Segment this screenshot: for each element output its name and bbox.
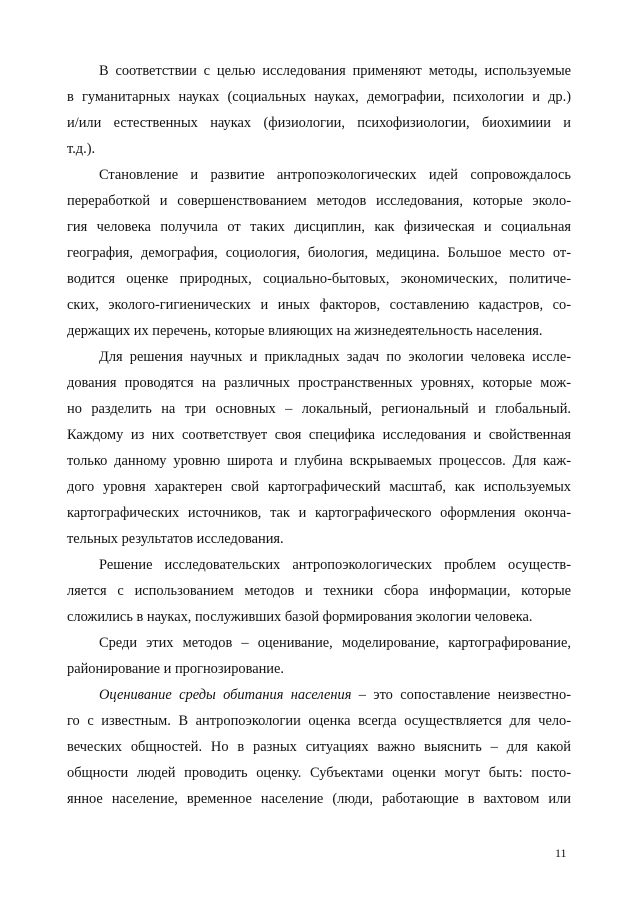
line-text: ских, эколого-гигиенических и иных факторов, составлению кадастров, со- bbox=[67, 297, 571, 313]
line-text: переработкой и совершенствованием методов исследования, которые эколо- bbox=[67, 193, 571, 209]
line-text: гия человека получила от таких дисциплин, как физическая и социальная bbox=[67, 219, 571, 235]
line-text: районирование и прогнозирование. bbox=[67, 661, 284, 677]
text-line bbox=[67, 734, 571, 760]
text-line bbox=[67, 604, 571, 630]
line-text: дования проводятся на различных пространственных уровнях, которые мож- bbox=[67, 375, 571, 391]
line-text: – это сопоставление неизвестно- bbox=[351, 687, 571, 703]
text-line bbox=[67, 656, 571, 682]
line-text: Каждому из них соответствует своя специфика исследования и свойственная bbox=[67, 427, 571, 443]
line-text: т.д.). bbox=[67, 141, 96, 157]
line-text: го с известным. В антропоэкологии оценка всегда осуществляется для чело- bbox=[67, 713, 571, 729]
line-text: картографических источников, так и картографического оформления оконча- bbox=[67, 505, 571, 521]
text-line bbox=[67, 370, 571, 396]
line-text: водится оценке природных, социально-бытовых, экономических, политиче- bbox=[67, 271, 571, 287]
text-line bbox=[67, 214, 571, 240]
text-line bbox=[67, 500, 571, 526]
line-text: сложились в науках, послуживших базой формирования экологии человека. bbox=[67, 609, 533, 625]
line-text: но разделить на три основных – локальный, региональный и глобальный. bbox=[67, 401, 571, 417]
text-line bbox=[67, 292, 571, 318]
text-line bbox=[67, 136, 571, 162]
line-text: янное население, временное население (люди, работающие в вахтовом или bbox=[67, 791, 571, 807]
line-text: только данному уровню широта и глубина вскрываемых процессов. Для каж- bbox=[67, 453, 571, 469]
text-line bbox=[67, 578, 571, 604]
text-line bbox=[67, 266, 571, 292]
line-text: веческих общностей. Но в разных ситуациях важно выяснить – для какой bbox=[67, 739, 571, 755]
line-text: Для решения научных и прикладных задач по экологии человека иссле- bbox=[99, 349, 571, 365]
text-line bbox=[67, 760, 571, 786]
text-line bbox=[67, 682, 571, 708]
line-text: Среди этих методов – оценивание, моделирование, картографирование, bbox=[99, 635, 571, 651]
page-number: 11 bbox=[555, 846, 567, 860]
text-line bbox=[67, 240, 571, 266]
text-line bbox=[67, 552, 571, 578]
text-line bbox=[67, 58, 571, 84]
text-line bbox=[67, 188, 571, 214]
line-text: в гуманитарных науках (социальных науках, демографии, психологии и др.) bbox=[67, 89, 571, 105]
line-text: и/или естественных науках (физиологии, психофизиологии, биохимиии и bbox=[67, 115, 571, 131]
line-text: В соответствии с целью исследования применяют методы, используемые bbox=[99, 63, 571, 79]
text-line bbox=[67, 786, 571, 812]
line-text: Становление и развитие антропоэкологических идей сопровождалось bbox=[99, 167, 571, 183]
text-line bbox=[67, 344, 571, 370]
line-text: ляется с использованием методов и техники сбора информации, которые bbox=[67, 583, 571, 599]
italic-term: Оценивание среды обитания населения bbox=[99, 687, 352, 703]
text-line bbox=[67, 422, 571, 448]
line-text: Решение исследовательских антропоэкологических проблем осуществ- bbox=[99, 557, 571, 573]
line-text: дого уровня характерен свой картографический масштаб, как используемых bbox=[67, 479, 571, 495]
text-line bbox=[67, 110, 571, 136]
text-line bbox=[67, 630, 571, 656]
line-text: география, демография, социология, биология, медицина. Большое место от- bbox=[67, 245, 571, 261]
text-line bbox=[67, 162, 571, 188]
text-line bbox=[67, 448, 571, 474]
text-line bbox=[67, 474, 571, 500]
text-line bbox=[67, 318, 571, 344]
line-text: общности людей проводить оценку. Субъектами оценки могут быть: посто- bbox=[67, 765, 571, 781]
text-line bbox=[67, 84, 571, 110]
text-line bbox=[67, 526, 571, 552]
line-text: тельных результатов исследования. bbox=[67, 531, 284, 547]
line-text: держащих их перечень, которые влияющих на жизнедеятельность населения. bbox=[67, 323, 543, 339]
body-text bbox=[67, 58, 571, 812]
text-line bbox=[67, 396, 571, 422]
text-line bbox=[67, 708, 571, 734]
